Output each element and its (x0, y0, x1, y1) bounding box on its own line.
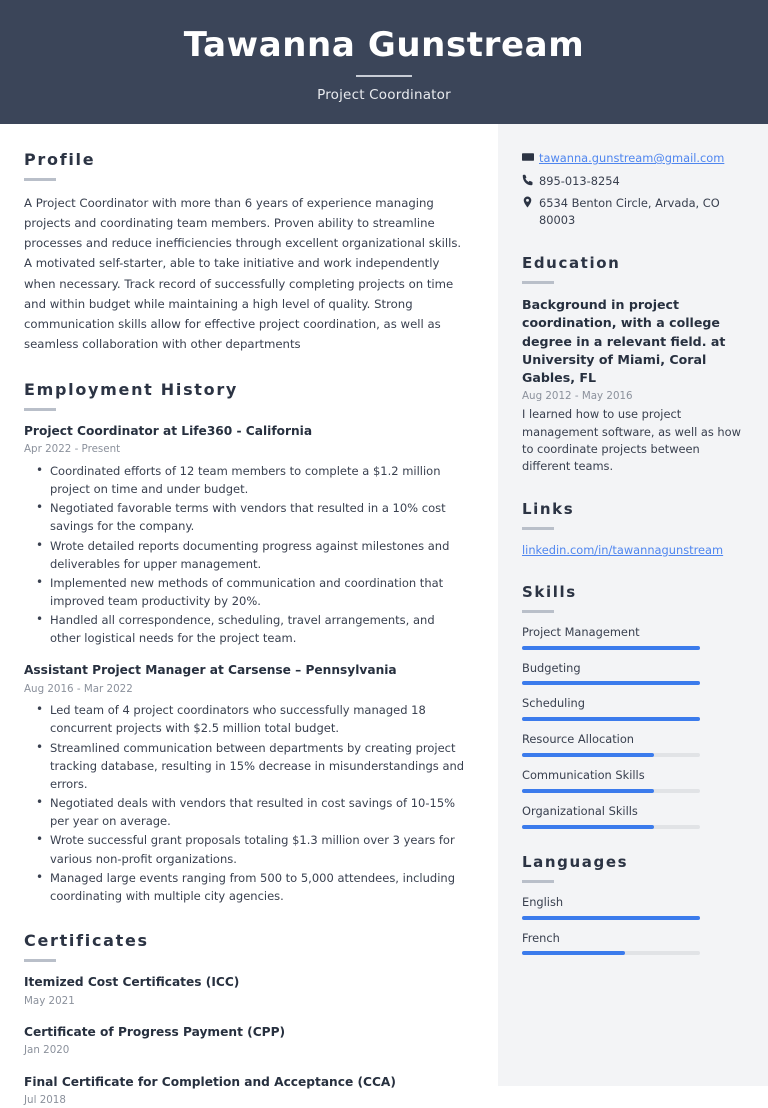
job-title: Project Coordinator at Life360 - California (24, 424, 313, 438)
envelope-icon (522, 150, 539, 163)
skill-level-bar (522, 789, 700, 793)
job-bullet: • Negotiated deals with vendors that resulted in cost savings of 10-15% per year on average. (24, 794, 466, 830)
bar-fill (522, 825, 654, 829)
profile-text: A Project Coordinator with more than 6 years of experience managing projects and coordinating team members. Proven ability to streamline processes and reduce inefficiencies through excellent organizational skills. A motivated self-starter, able to take initiative and work independently when necessary. Track record of successfully completing projects on time and within budget while maintaining a high level of quality. Strong communication skills allow for effective project coordination, as well as seamless collaboration with other departments (24, 196, 462, 351)
certificate-entry (24, 1074, 466, 1108)
profile-heading-rule (24, 178, 56, 181)
phone-icon (522, 173, 539, 186)
certificate-list (24, 974, 466, 1108)
job-bullet-list (24, 462, 466, 648)
bar-fill (522, 753, 654, 757)
language-label: French (522, 930, 560, 945)
links-heading: Links (522, 499, 575, 518)
bar-fill (522, 646, 700, 650)
certificate-entry (24, 974, 466, 1008)
link-list (522, 542, 744, 559)
certificate-title: Final Certificate for Completion and Acceptance (CCA) (24, 1074, 396, 1089)
bar-fill (522, 951, 625, 955)
language-list (522, 895, 744, 956)
job-entry (24, 423, 466, 647)
contact-email-link[interactable]: tawanna.gunstream@gmail.com (539, 151, 725, 165)
language-label: English (522, 894, 564, 909)
skill-label: Resource Allocation (522, 732, 635, 747)
location-pin-icon (522, 195, 539, 208)
skill-row (522, 732, 744, 757)
job-bullet: • Implemented new methods of communication and coordination that improved team productivity by 20%. (24, 574, 466, 610)
certificate-title: Certificate of Progress Payment (CPP) (24, 1024, 286, 1039)
section-certificates (24, 931, 466, 1108)
contact-row (522, 195, 744, 228)
skill-label: Scheduling (522, 696, 585, 711)
job-bullet: • Handled all correspondence, scheduling, travel arrangements, and other logistical needs for the project team. (24, 611, 466, 647)
job-bullet: • Negotiated favorable terms with vendors that resulted in a 10% cost savings for the company. (24, 499, 466, 535)
skill-row (522, 804, 744, 829)
resume-body (0, 124, 768, 1107)
contact-list (522, 150, 744, 228)
bar-fill (522, 916, 700, 920)
language-row (522, 895, 744, 920)
job-bullet: • Managed large events ranging from 500 to 5,000 attendees, including coordinating with multiple city agencies. (24, 869, 466, 905)
bar-fill (522, 789, 654, 793)
skill-level-bar (522, 681, 700, 685)
language-row (522, 931, 744, 956)
education-description: I learned how to use project management software, as well as how to coordinate projects between different teams. (522, 407, 741, 474)
education-heading-rule (522, 281, 554, 284)
certificates-heading: Certificates (24, 931, 149, 951)
bar-fill (522, 717, 700, 721)
certificate-title: Itemized Cost Certificates (ICC) (24, 975, 240, 990)
job-list (24, 423, 466, 905)
section-education (522, 254, 744, 476)
skills-heading: Skills (522, 582, 577, 601)
education-date: Aug 2012 - May 2016 (522, 390, 633, 403)
job-date: Aug 2016 - Mar 2022 (24, 682, 133, 695)
section-profile (24, 150, 466, 354)
section-links (522, 500, 744, 559)
job-title: Assistant Project Manager at Carsense – Pennsylvania (24, 663, 397, 678)
skill-level-bar (522, 646, 700, 650)
profile-heading: Profile (24, 150, 96, 169)
candidate-role: Project Coordinator (317, 87, 451, 104)
skill-label: Communication Skills (522, 768, 645, 783)
job-date: Apr 2022 - Present (24, 443, 121, 456)
certificate-date: May 2021 (24, 994, 75, 1007)
certificates-heading-rule (24, 959, 56, 962)
skill-row (522, 625, 744, 650)
certificate-entry (24, 1024, 466, 1058)
education-degree: Background in project coordination, with a college degree in a relevant field. at University of Miami, Coral Gables, FL (522, 297, 726, 386)
section-skills (522, 583, 744, 829)
skill-level-bar (522, 717, 700, 721)
skill-label: Budgeting (522, 660, 581, 675)
header-divider (356, 75, 412, 77)
employment-heading: Employment History (24, 380, 239, 399)
section-languages (522, 853, 744, 956)
contact-row (522, 173, 744, 190)
section-employment-history (24, 380, 466, 905)
resume-header (0, 0, 768, 124)
sidebar-link[interactable]: linkedin.com/in/tawannagunstream (522, 542, 724, 557)
skills-heading-rule (522, 610, 554, 613)
skill-label: Project Management (522, 624, 640, 639)
links-heading-rule (522, 527, 554, 530)
skill-level-bar (522, 825, 700, 829)
contact-value: 895-013-8254 (539, 173, 620, 188)
sidebar-column (498, 124, 768, 1086)
contact-row[interactable] (522, 150, 744, 167)
languages-heading: Languages (522, 852, 629, 871)
job-bullet: • Coordinated efforts of 12 team members to complete a $1.2 million project on time and under budget. (24, 462, 466, 498)
education-heading: Education (522, 254, 621, 273)
skill-row (522, 768, 744, 793)
skill-list (522, 625, 744, 829)
certificate-date: Jul 2018 (24, 1094, 66, 1107)
main-column (0, 124, 498, 1107)
language-level-bar (522, 951, 700, 955)
job-entry (24, 662, 466, 905)
certificate-date: Jan 2020 (24, 1044, 70, 1057)
job-bullet: • Streamlined communication between departments by creating project tracking database, resulting in 15% decrease in misunderstandings and errors. (24, 739, 466, 793)
job-bullet-list (24, 701, 466, 905)
employment-heading-rule (24, 408, 56, 411)
languages-heading-rule (522, 880, 554, 883)
job-bullet: • Led team of 4 project coordinators who successfully managed 18 concurrent projects with $2.5 million total budget. (24, 701, 466, 737)
job-bullet: • Wrote successful grant proposals totaling $1.3 million over 3 years for various non-profit organizations. (24, 831, 466, 867)
skill-level-bar (522, 753, 700, 757)
bar-fill (522, 681, 700, 685)
skill-row (522, 661, 744, 686)
skill-label: Organizational Skills (522, 803, 638, 818)
contact-value: 6534 Benton Circle, Arvada, CO 80003 (539, 196, 720, 227)
job-bullet: • Wrote detailed reports documenting progress against milestones and deliverables for upper management. (24, 537, 466, 573)
skill-row (522, 696, 744, 721)
language-level-bar (522, 916, 700, 920)
candidate-name: Tawanna Gunstream (183, 24, 585, 65)
